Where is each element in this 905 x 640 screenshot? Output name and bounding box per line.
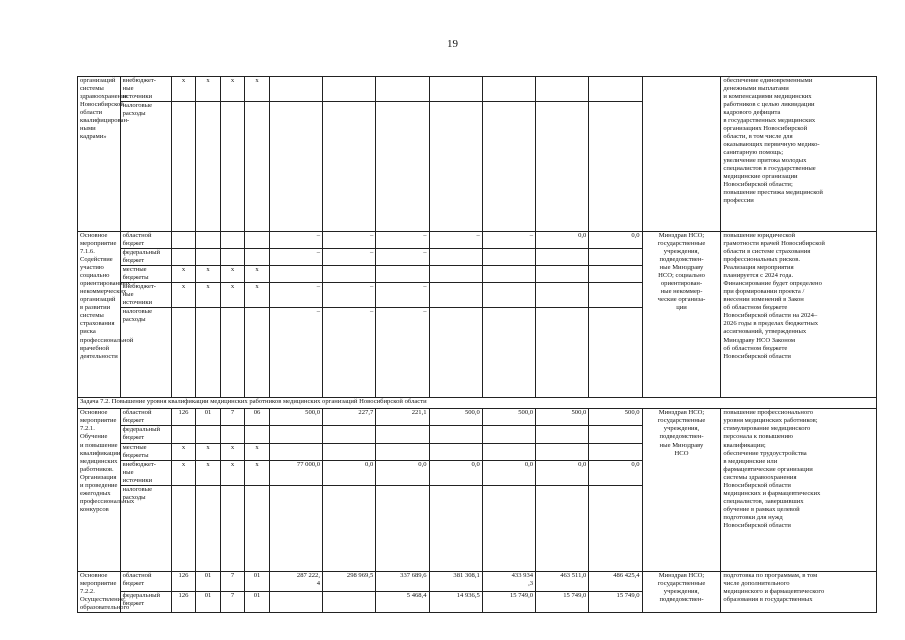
amount-cell [376,485,429,571]
funding-source: местные бюджеты [120,443,171,460]
table-row [78,409,877,426]
budget-code-cell [196,426,221,443]
budget-code-cell [171,308,196,398]
amount-cell [429,485,482,571]
amount-cell [536,102,589,232]
budget-code-cell [171,232,196,249]
amount-cell [269,102,322,232]
funding-source: местные бюджеты [120,266,171,283]
amount-cell [429,426,482,443]
task-heading: Задача 7.2. Повышение уровня квалификации медицинских работников медицинских организаций Новосибирской области [78,398,877,409]
amount-cell: 5 468,4 [376,592,429,613]
expected-result: подготовка по программам, в том числе дополнительного медицинского и фармацевтического образования в государственных [721,571,877,612]
budget-code-cell [245,249,270,266]
budget-code-cell [171,249,196,266]
amount-cell: 500,0 [482,409,535,426]
amount-cell: 15 749,0 [536,592,589,613]
amount-cell: – [323,283,376,308]
amount-cell [376,266,429,283]
amount-cell [589,283,642,308]
budget-code-cell: 126 [171,592,196,613]
amount-cell: 0,0 [323,460,376,485]
table-row [78,571,877,592]
budget-code-cell: х [171,443,196,460]
amount-cell: – [323,232,376,249]
expected-result: обеспечение единовременными денежными выплатами и компенсациями медицинских работников с целью ликвидации кадрового дефицита в государственных медицинских организациях Новосибирской области, в том числе для оказывающих первичную медико- санитарную помощь; увеличение притока молодых специалистов в государственные медицинские организации Новосибирской области; повышение престижа медицинской профессии [721,77,877,232]
measure-name: Основное мероприятие 7.1.6. Содействие участию социально ориентированных некоммерческих организаций в развитии системы страхования риска профессиональной врачебной деятельности [78,232,121,398]
amount-cell [376,443,429,460]
amount-cell [536,485,589,571]
budget-code-cell: х [171,460,196,485]
amount-cell [589,249,642,266]
amount-cell [482,443,535,460]
amount-cell [589,426,642,443]
budget-code-cell [245,485,270,571]
amount-cell: 486 425,4 [589,571,642,592]
budget-code-cell [220,102,245,232]
amount-cell [376,77,429,102]
amount-cell [323,426,376,443]
amount-cell: 287 222, 4 [269,571,322,592]
amount-cell [429,443,482,460]
amount-cell [376,426,429,443]
budget-code-cell: х [196,443,221,460]
amount-cell [323,77,376,102]
budget-code-cell: 06 [245,409,270,426]
amount-cell [269,592,322,613]
budget-code-cell: 7 [220,592,245,613]
budget-code-cell: 01 [196,409,221,426]
amount-cell [482,102,535,232]
measure-name: Основное мероприятие 7.2.1. Обучение и повышение квалификации медицинских работников. Организация и проведение ежегодных профессиональных конкурсов [78,409,121,571]
amount-cell [323,102,376,232]
amount-cell [429,308,482,398]
amount-cell [589,77,642,102]
budget-code-cell [220,232,245,249]
amount-cell [323,443,376,460]
budget-code-cell [171,102,196,232]
budget-code-cell: х [196,77,221,102]
budget-code-cell: 01 [196,571,221,592]
page-number: 19 [447,38,458,50]
budget-code-cell [245,426,270,443]
amount-cell: 0,0 [482,460,535,485]
executor-cell: Минздрав НСО; государственные учреждения, подведомствен- ные Минздраву НСО; социально ориентирован- ные некоммер- ческие организа- ции [642,232,721,398]
budget-code-cell: 7 [220,571,245,592]
amount-cell: 500,0 [269,409,322,426]
budget-code-cell: х [171,266,196,283]
budget-code-cell: х [245,283,270,308]
amount-cell [536,283,589,308]
amount-cell: – [429,232,482,249]
amount-cell: 0,0 [536,232,589,249]
amount-cell: 221,1 [376,409,429,426]
amount-cell: 0,0 [589,232,642,249]
amount-cell: 227,7 [323,409,376,426]
amount-cell: 0,0 [376,460,429,485]
funding-source: внебюджет- ные источники [120,283,171,308]
amount-cell: 0,0 [429,460,482,485]
amount-cell: 0,0 [589,460,642,485]
budget-code-cell [196,102,221,232]
amount-cell: – [323,249,376,266]
amount-cell [323,592,376,613]
budget-code-cell [196,485,221,571]
amount-cell [269,443,322,460]
amount-cell: – [269,308,322,398]
budget-code-cell: х [245,460,270,485]
amount-cell: – [376,249,429,266]
amount-cell: – [323,308,376,398]
budget-code-cell: х [245,266,270,283]
amount-cell: – [376,308,429,398]
amount-cell: 15 749,0 [482,592,535,613]
amount-cell: 500,0 [589,409,642,426]
amount-cell [269,426,322,443]
amount-cell [536,249,589,266]
budget-code-cell: х [220,460,245,485]
amount-cell: 298 969,5 [323,571,376,592]
budget-code-cell: х [196,266,221,283]
budget-code-cell [196,232,221,249]
funding-source: внебюджет- ные источники [120,460,171,485]
expected-result: повышение профессионального уровня медицинских работников; стимулирование медицинского персонала к повышению квалификации; обеспечение трудоустройства в медицинские или фармацевтические организации системы здравоохранения Новосибирской области медицинских и фармацевтических специалистов, завершивших обучение в рамках целевой подготовки для нужд Новосибирской области [721,409,877,571]
amount-cell [589,485,642,571]
budget-code-cell: 126 [171,571,196,592]
amount-cell [589,266,642,283]
funding-source: федеральный бюджет [120,249,171,266]
amount-cell: 433 934 ,3 [482,571,535,592]
funding-source: внебюджет- ные источники [120,77,171,102]
amount-cell: – [269,283,322,308]
budget-code-cell [220,426,245,443]
amount-cell [429,283,482,308]
budget-code-cell: х [245,443,270,460]
amount-cell [482,266,535,283]
budget-code-cell [245,232,270,249]
amount-cell [323,485,376,571]
budget-code-cell [245,102,270,232]
budget-code-cell [245,308,270,398]
amount-cell: 500,0 [429,409,482,426]
amount-cell [429,249,482,266]
executor-cell: Минздрав НСО; государственные учреждения, подведомствен- [642,571,721,612]
budget-code-cell [220,485,245,571]
amount-cell [269,266,322,283]
amount-cell [536,266,589,283]
amount-cell [482,77,535,102]
budget-code-cell: х [196,460,221,485]
amount-cell [482,249,535,266]
budget-code-cell: х [220,283,245,308]
budget-code-cell [196,249,221,266]
measure-name: Основное мероприятие 7.2.2. Осуществление образовательного [78,571,121,612]
budget-code-cell: 7 [220,409,245,426]
amount-cell [269,77,322,102]
budget-code-cell: х [220,266,245,283]
budget-code-cell: х [220,443,245,460]
budget-code-cell [196,308,221,398]
amount-cell: 14 936,5 [429,592,482,613]
amount-cell [269,485,322,571]
measure-name: организаций системы здравоохранения Новосибирской области квалифицирован- ными кадрами» [78,77,121,232]
amount-cell [536,426,589,443]
budget-code-cell: х [171,77,196,102]
budget-code-cell: х [171,283,196,308]
table-row [78,77,877,102]
amount-cell [536,77,589,102]
budget-table [77,76,877,613]
budget-code-cell [220,249,245,266]
amount-cell: 381 308,1 [429,571,482,592]
funding-source: областной бюджет [120,571,171,592]
amount-cell [536,308,589,398]
amount-cell [323,266,376,283]
budget-code-cell: х [245,77,270,102]
amount-cell [429,102,482,232]
funding-source: налоговые расходы [120,102,171,232]
task-row [78,398,877,409]
amount-cell: – [482,232,535,249]
amount-cell [589,102,642,232]
funding-source: областной бюджет [120,232,171,249]
budget-code-cell [171,485,196,571]
budget-code-cell: 01 [196,592,221,613]
executor-cell: Минздрав НСО; государственные учреждения, подведомствен- ные Минздраву НСО [642,409,721,571]
amount-cell: – [269,232,322,249]
amount-cell [482,485,535,571]
amount-cell: 15 749,0 [589,592,642,613]
amount-cell: 77 000,0 [269,460,322,485]
amount-cell: 337 689,6 [376,571,429,592]
amount-cell [589,308,642,398]
amount-cell [429,266,482,283]
budget-code-cell [220,308,245,398]
amount-cell: – [376,283,429,308]
budget-code-cell: х [220,77,245,102]
amount-cell: 500,0 [536,409,589,426]
table-row [78,232,877,249]
amount-cell [482,308,535,398]
amount-cell [376,102,429,232]
amount-cell [482,426,535,443]
budget-code-cell: 01 [245,571,270,592]
funding-source: налоговые расходы [120,485,171,571]
amount-cell: 463 511,0 [536,571,589,592]
expected-result: повышение юридической грамотности врачей Новосибирской области в системе страхования профессиональных рисков. Реализация мероприятия планируется с 2024 года. Финансирование будет определено при формировании проекта / внесении изменений в Закон об областном бюджете Новосибирской области на 2024– 2026 годы в пределах бюджетных ассигнований, утвержденных Минздраву НСО Законом об областном бюджете Новосибирской области [721,232,877,398]
amount-cell [589,443,642,460]
funding-source: областной бюджет [120,409,171,426]
amount-cell: 0,0 [536,460,589,485]
executor-cell [642,77,721,232]
budget-code-cell: 126 [171,409,196,426]
amount-cell [482,283,535,308]
funding-source: федеральный бюджет [120,592,171,613]
amount-cell: – [269,249,322,266]
budget-code-cell: х [196,283,221,308]
funding-source: налоговые расходы [120,308,171,398]
budget-code-cell [171,426,196,443]
amount-cell [536,443,589,460]
amount-cell: – [376,232,429,249]
amount-cell [429,77,482,102]
budget-code-cell: 01 [245,592,270,613]
funding-source: федеральный бюджет [120,426,171,443]
